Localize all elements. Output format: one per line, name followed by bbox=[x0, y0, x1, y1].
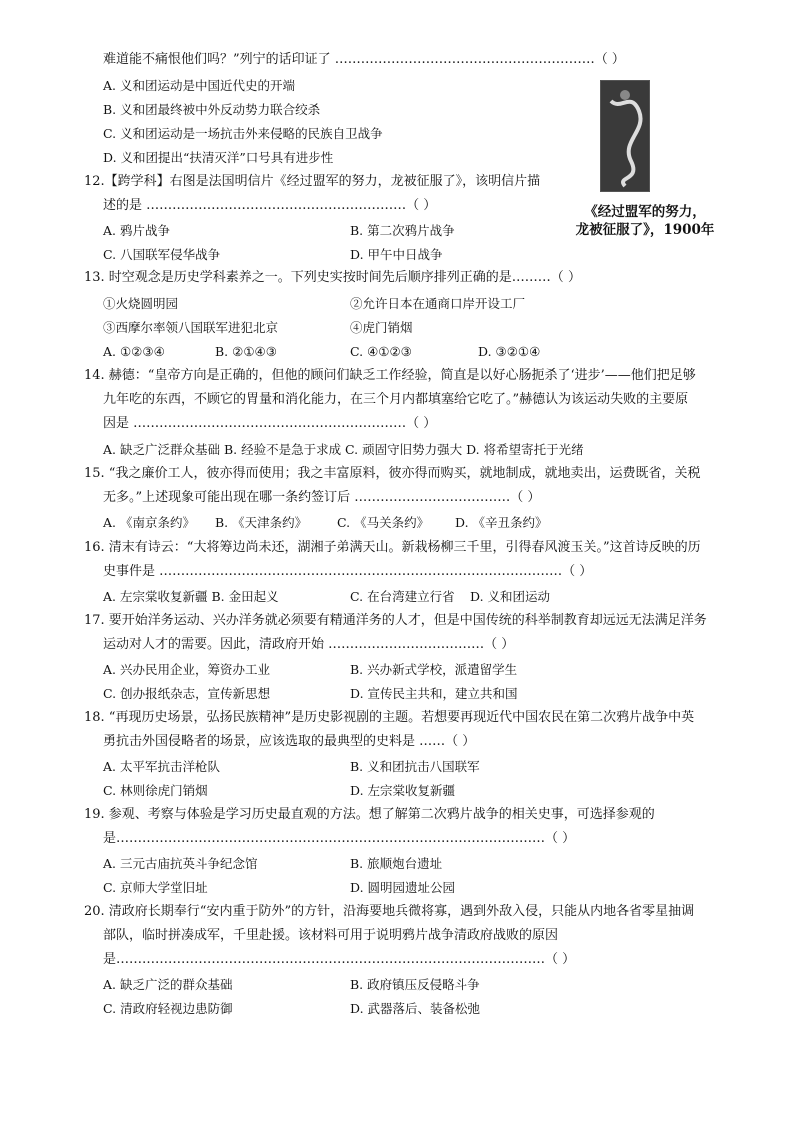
q14-stem: 14. 赫德：“皇帝方向是正确的，但他的顾问们缺乏工作经验，简直是以好心肠扼杀了‘进步’——他们把足够 bbox=[84, 368, 696, 383]
q15-option-d: D. 《辛丑条约》 bbox=[455, 515, 548, 530]
q20-option-a: A. 缺乏广泛的群众基础 bbox=[103, 977, 233, 992]
q18-stem: 18. “再现历史场景，弘扬民族精神”是历史影视剧的主题。若想要再现近代中国农民在第二次鸦片战争中英 bbox=[84, 710, 695, 725]
q16-option-c: C. 在台湾建立行省 bbox=[350, 589, 455, 604]
q20-stem: 20. 清政府长期奉行“安内重于防外”的方针，沿海要地兵微将寡，遇到外敌入侵，只能从内地各省零星抽调 bbox=[84, 904, 695, 919]
q20-option-c: C. 清政府轻视边患防御 bbox=[103, 1001, 233, 1016]
q19-stem: 19. 参观、考察与体验是学习历史最直观的方法。想了解第二次鸦片战争的相关史事，可选择参观的 bbox=[84, 807, 655, 822]
q12-stem: 12.【跨学科】右图是法国明信片《经过盟军的努力，龙被征服了》，该明信片描 bbox=[84, 174, 541, 189]
q20-option-b: B. 政府镇压反侵略斗争 bbox=[350, 977, 480, 992]
q14-options: A. 缺乏广泛群众基础 B. 经验不是急于求成 C. 顽固守旧势力强大 D. 将希望寄托于光绪 bbox=[103, 442, 584, 457]
q19-option-d: D. 圆明园遗址公园 bbox=[350, 880, 456, 895]
q20-stem-2: 部队，临时拼凑成军，千里赴援。该材料可用于说明鸦片战争清政府战败的原因 bbox=[103, 928, 559, 943]
q11-option-a: A. 义和团运动是中国近代史的开端 bbox=[103, 78, 295, 93]
q12-option-b: B. 第二次鸦片战争 bbox=[350, 223, 455, 238]
q18-option-d: D. 左宗棠收复新疆 bbox=[350, 783, 456, 798]
q18-option-c: C. 林则徐虎门销烟 bbox=[103, 783, 208, 798]
figure-caption-line2: 龙被征服了》，1900年 bbox=[575, 222, 715, 238]
q12-stem-end: 述的是 ……………………………………………………（ ） bbox=[103, 198, 437, 213]
q13-stem: 13. 时空观念是历史学科素养之一。下列史实按时间先后顺序排列正确的是………（ ） bbox=[84, 270, 581, 285]
q18-option-b: B. 义和团抗击八国联军 bbox=[350, 759, 480, 774]
q15-option-a: A. 《南京条约》 bbox=[103, 515, 195, 530]
q15-stem: 15. “我之廉价工人，彼亦得而使用；我之丰富原料，彼亦得而购买，就地制成，就地卖出，运费既省，关税 bbox=[84, 466, 701, 481]
q16-options-ab: A. 左宗棠收复新疆 B. 金田起义 bbox=[103, 589, 279, 604]
q16-stem-end: 史事件是 …………………………………………………………………………………（ ） bbox=[103, 564, 593, 579]
q16-option-d: D. 义和团运动 bbox=[470, 589, 551, 604]
figure-caption-line1: 《经过盟军的努力， bbox=[584, 204, 706, 220]
q11-option-c: C. 义和团运动是一场抗击外来侵略的民族自卫战争 bbox=[103, 126, 383, 141]
q20-stem-end: 是………………………………………………………………………………………（ ） bbox=[103, 952, 576, 967]
q19-option-c: C. 京师大学堂旧址 bbox=[103, 880, 208, 895]
q13-item-2: ②允许日本在通商口岸开设工厂 bbox=[350, 296, 526, 311]
q13-option-d: D. ③②①④ bbox=[478, 344, 541, 359]
q17-stem-end: 运动对人才的需要。因此，清政府开始 ………………………………（ ） bbox=[103, 637, 515, 652]
q13-option-a: A. ①②③④ bbox=[103, 344, 165, 359]
q17-option-a: A. 兴办民用企业，筹资办工业 bbox=[103, 662, 270, 677]
q11-option-d: D. 义和团提出“扶清灭洋”口号具有进步性 bbox=[103, 150, 334, 165]
q12-option-a: A. 鸦片战争 bbox=[103, 223, 170, 238]
q11-stem-end: 难道能不痛恨他们吗？”列宁的话印证了 ……………………………………………………（ ） bbox=[103, 52, 625, 67]
q19-stem-end: 是………………………………………………………………………………………（ ） bbox=[103, 831, 576, 846]
q11-option-b: B. 义和团最终被中外反动势力联合绞杀 bbox=[103, 102, 321, 117]
q17-stem: 17. 要开始洋务运动、兴办洋务就必须要有精通洋务的人才，但是中国传统的科举制教育却远远无法满足洋务 bbox=[84, 613, 707, 628]
q19-option-b: B. 旅顺炮台遗址 bbox=[350, 856, 443, 871]
q17-option-b: B. 兴办新式学校，派遣留学生 bbox=[350, 662, 518, 677]
q17-option-d: D. 宣传民主共和，建立共和国 bbox=[350, 686, 518, 701]
q14-stem-2: 九年吃的东西，不顾它的胃量和消化能力，在三个月内都填塞给它吃了。”赫德认为该运动失败的主要原 bbox=[103, 392, 689, 407]
q14-stem-end: 因是 ………………………………………………………（ ） bbox=[103, 416, 437, 431]
q13-item-1: ①火烧圆明园 bbox=[103, 296, 179, 311]
q17-option-c: C. 创办报纸杂志，宣传新思想 bbox=[103, 686, 271, 701]
q18-option-a: A. 太平军抗击洋枪队 bbox=[103, 759, 220, 774]
q15-stem-end: 无多。”上述现象可能出现在哪一条约签订后 ………………………………（ ） bbox=[103, 490, 541, 505]
q20-option-d: D. 武器落后、装备松弛 bbox=[350, 1001, 481, 1016]
q15-option-c: C. 《马关条约》 bbox=[337, 515, 430, 530]
postcard-image bbox=[600, 80, 650, 192]
q13-item-3: ③西摩尔率领八国联军进犯北京 bbox=[103, 320, 279, 335]
q19-option-a: A. 三元古庙抗英斗争纪念馆 bbox=[103, 856, 258, 871]
q16-stem: 16. 清末有诗云：“大将筹边尚未还，湖湘子弟满天山。新栽杨柳三千里，引得春风渡玉关。”这首诗反映的历 bbox=[84, 540, 701, 555]
q13-item-4: ④虎门销烟 bbox=[350, 320, 413, 335]
q12-option-c: C. 八国联军侵华战争 bbox=[103, 247, 221, 262]
q18-stem-end: 勇抗击外国侵略者的场景，应该选取的最典型的史料是 ……（ ） bbox=[103, 734, 476, 749]
q15-option-b: B. 《天津条约》 bbox=[215, 515, 308, 530]
q12-option-d: D. 甲午中日战争 bbox=[350, 247, 443, 262]
q13-option-b: B. ②①④③ bbox=[215, 344, 277, 359]
q13-option-c: C. ④①②③ bbox=[350, 344, 412, 359]
